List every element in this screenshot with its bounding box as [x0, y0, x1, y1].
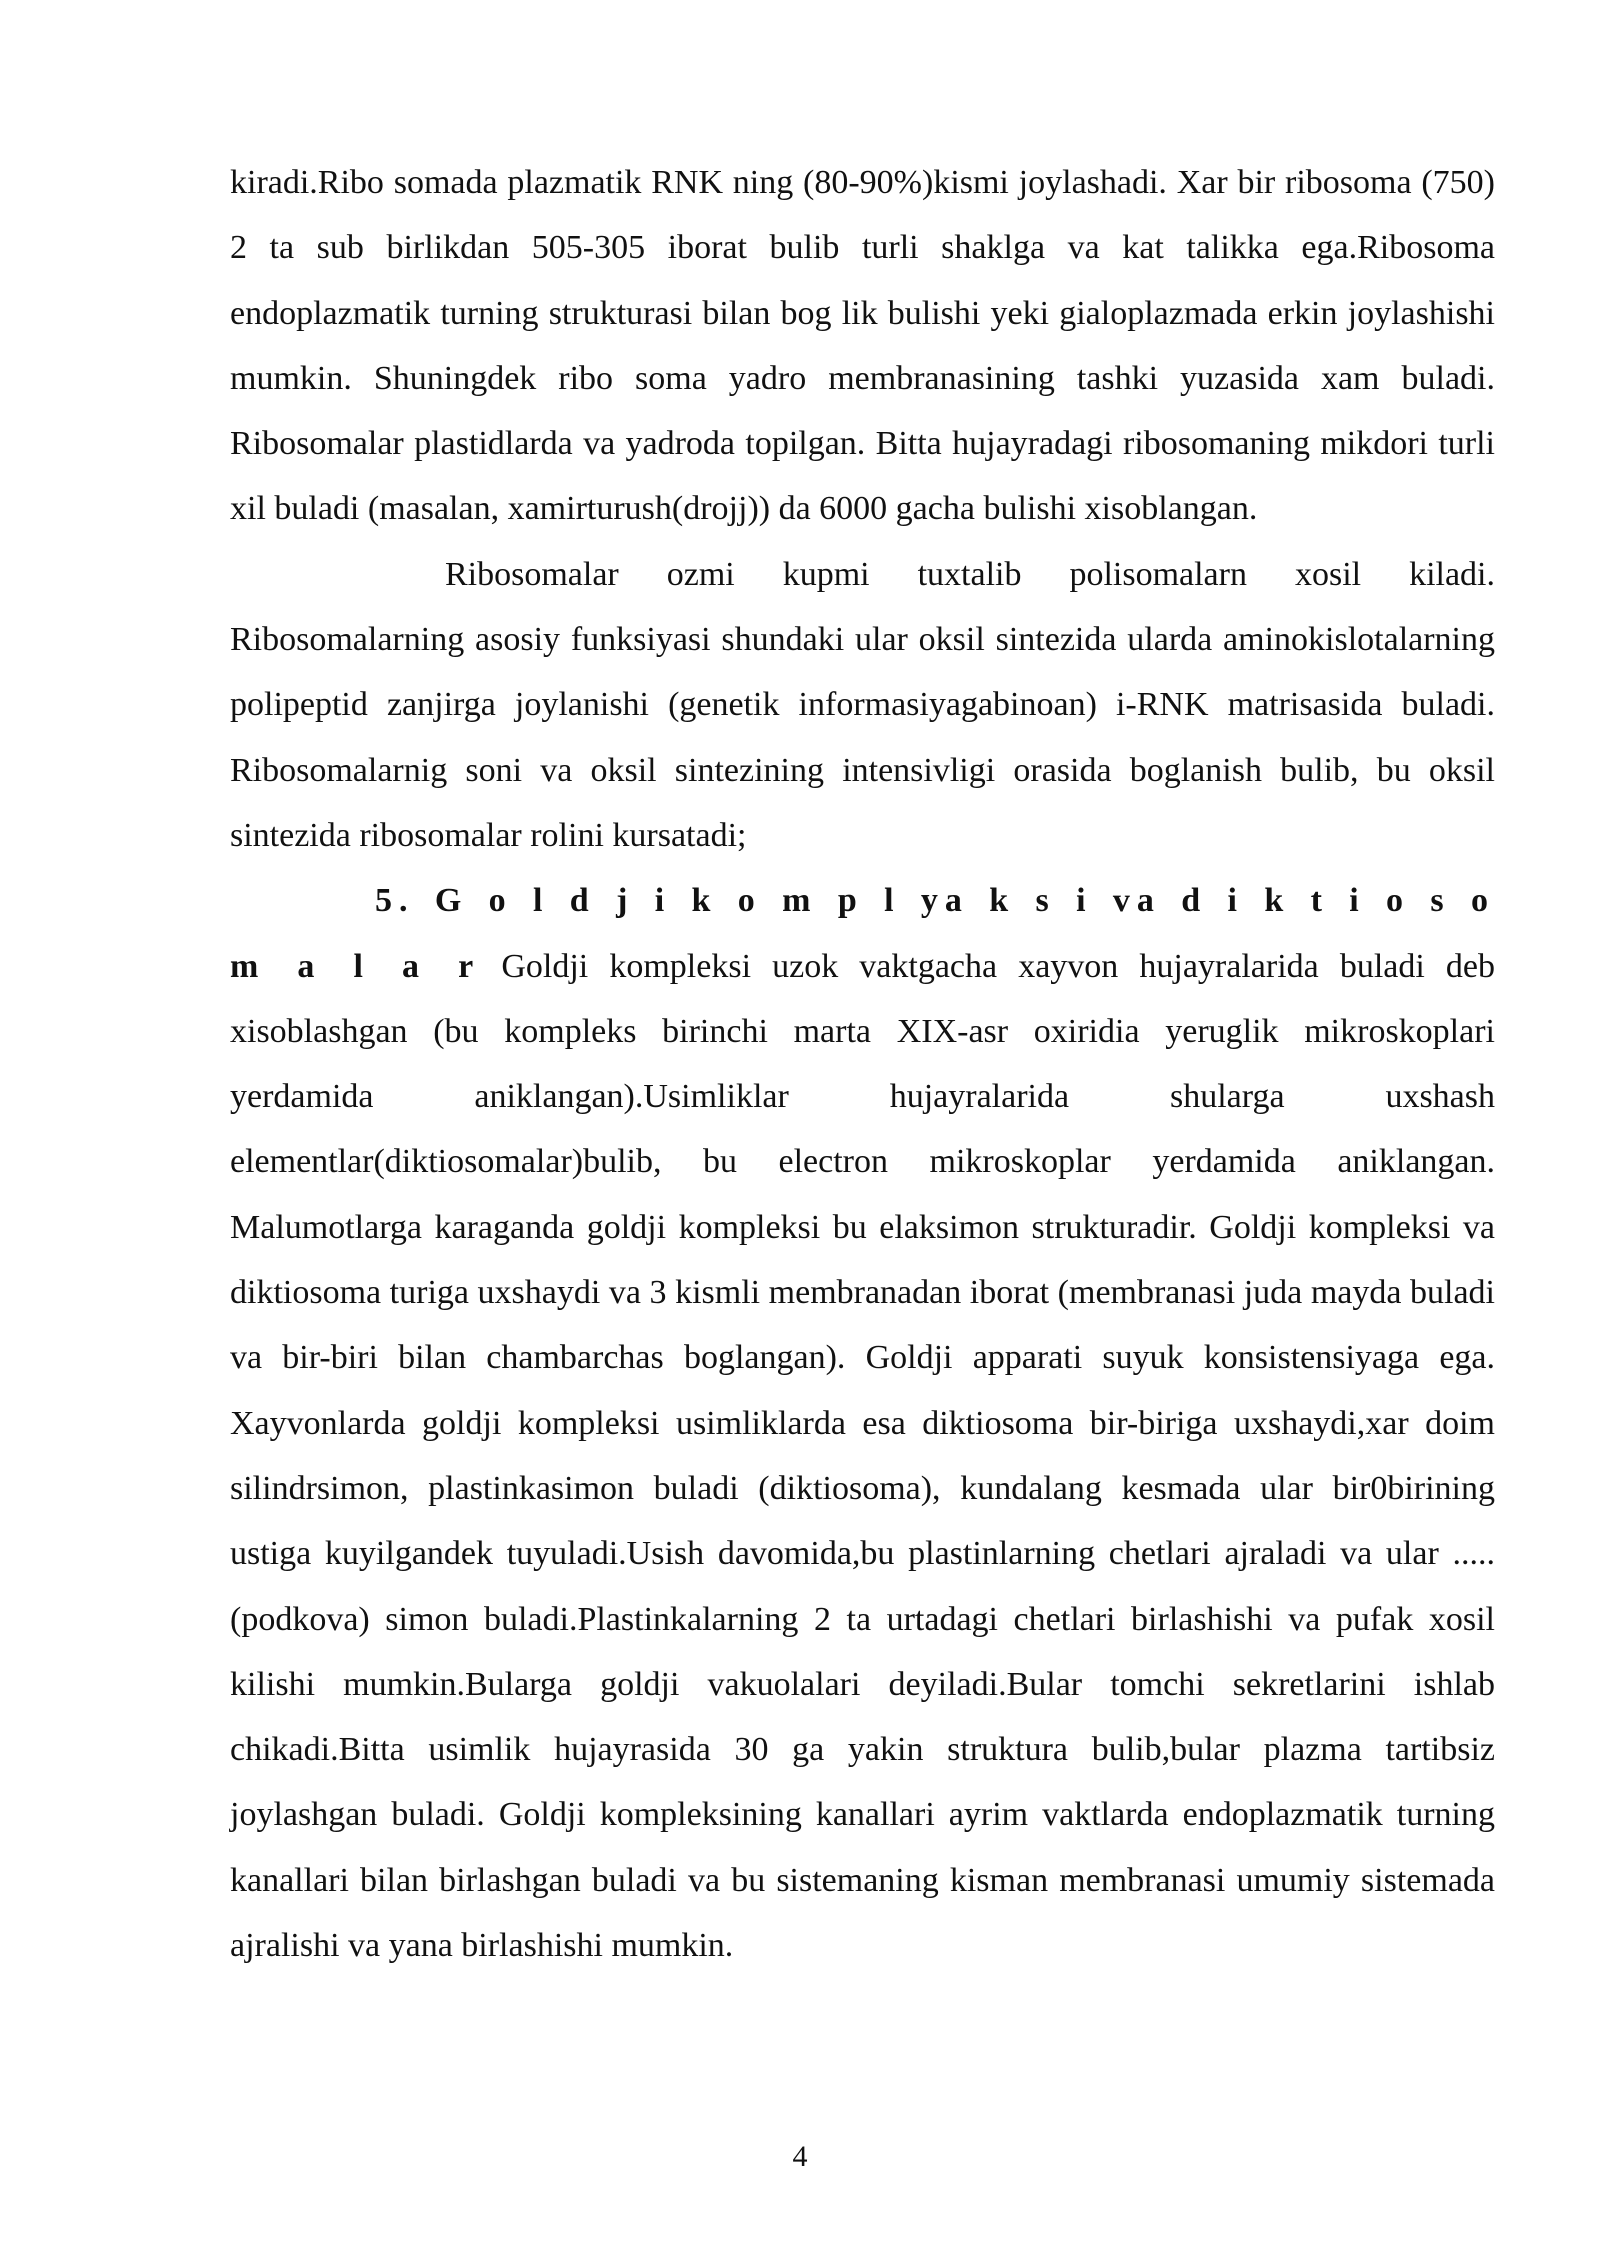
paragraph-golgi-complex [230, 868, 1495, 1978]
page-number: 4 [792, 2140, 808, 2173]
section-heading: 5. G o l d j i k o m p l ya k s i va d i k t i o s o m a l a r [230, 882, 1495, 985]
body-text [230, 150, 1495, 1978]
paragraph-ribosome-function: Ribosomalar ozmi kupmi tuxtalib polisomalarn xosil kiladi. Ribosomalarning asosiy funksiyasi shundaki ular oksil sintezida ularda aminokislotalarning polipeptid zanjirga joylanishi (genetik informasiyagabinoan) i-RNK matrisasida buladi. Ribosomalarnig soni va oksil sintezining intensivligi orasida boglanish bulib, bu oksil sintezida ribosomalar rolini kursatadi; [230, 555, 1495, 854]
golgi-body-text: Goldji kompleksi uzok vaktgacha xayvon hujayralarida buladi deb xisoblashgan (bu kompleks birinchi marta XIX-asr oxiridia yeruglik mikroskoplari yerdamida aniklangan).Usimliklar hujayralarida shularga uxshash elementlar(diktiosomalar)bulib, bu electron mikroskoplar yerdamida aniklangan. Malumotlarga karaganda goldji kompleksi bu elaksimon strukturadir. Goldji kompleksi va diktiosoma turiga uxshaydi va 3 kismli membranadan iborat (membranasi juda mayda buladi va bir-biri bilan chambarchas boglangan). Goldji apparati suyuk konsistensiyaga ega. Xayvonlarda goldji kompleksi usimliklarda esa diktiosoma bir-biriga uxshaydi,xar doim silindrsimon, plastinkasimon buladi (diktiosoma), kundalang kesmada ular bir0birining ustiga kuyilgandek tuyuladi.Usish davomida,bu plastinlarning chetlari ajraladi va ular .....(podkova) simon buladi.Plastinkalarning 2 ta urtadagi chetlari birlashishi va pufak xosil kilishi mumkin.Bularga goldji vakuolalari deyiladi.Bular tomchi sekretlarini ishlab chikadi.Bitta usimlik hujayrasida 30 ga yakin struktura bulib,bular plazma tartibsiz joylashgan buladi. Goldji kompleksining kanallari ayrim vaktlarda endoplazmatik turning kanallari bilan birlashgan buladi va bu sistemaning kisman membranasi umumiy sistemada ajralishi va yana birlashishi mumkin. [230, 947, 1496, 1965]
paragraph-ribosome-structure: kiradi.Ribo somada plazmatik RNK ning (80-90%)kismi joylashadi. Xar bir ribosoma (750) 2 ta sub birlikdan 505-305 iborat bulib turli shaklga va kat talikka ega.Ribosoma endoplazmatik turning strukturasi bilan bog lik bulishi yeki gialoplazmada erkin joylashishi mumkin. Shuningdek ribo soma yadro membranasining tashki yuzasida xam buladi. Ribosomalar plastidlarda va yadroda topilgan. Bitta hujayradagi ribosomaning mikdori turli xil buladi (masalan, xamirturush(drojj)) da 6000 gacha bulishi xisoblangan. [230, 164, 1495, 528]
